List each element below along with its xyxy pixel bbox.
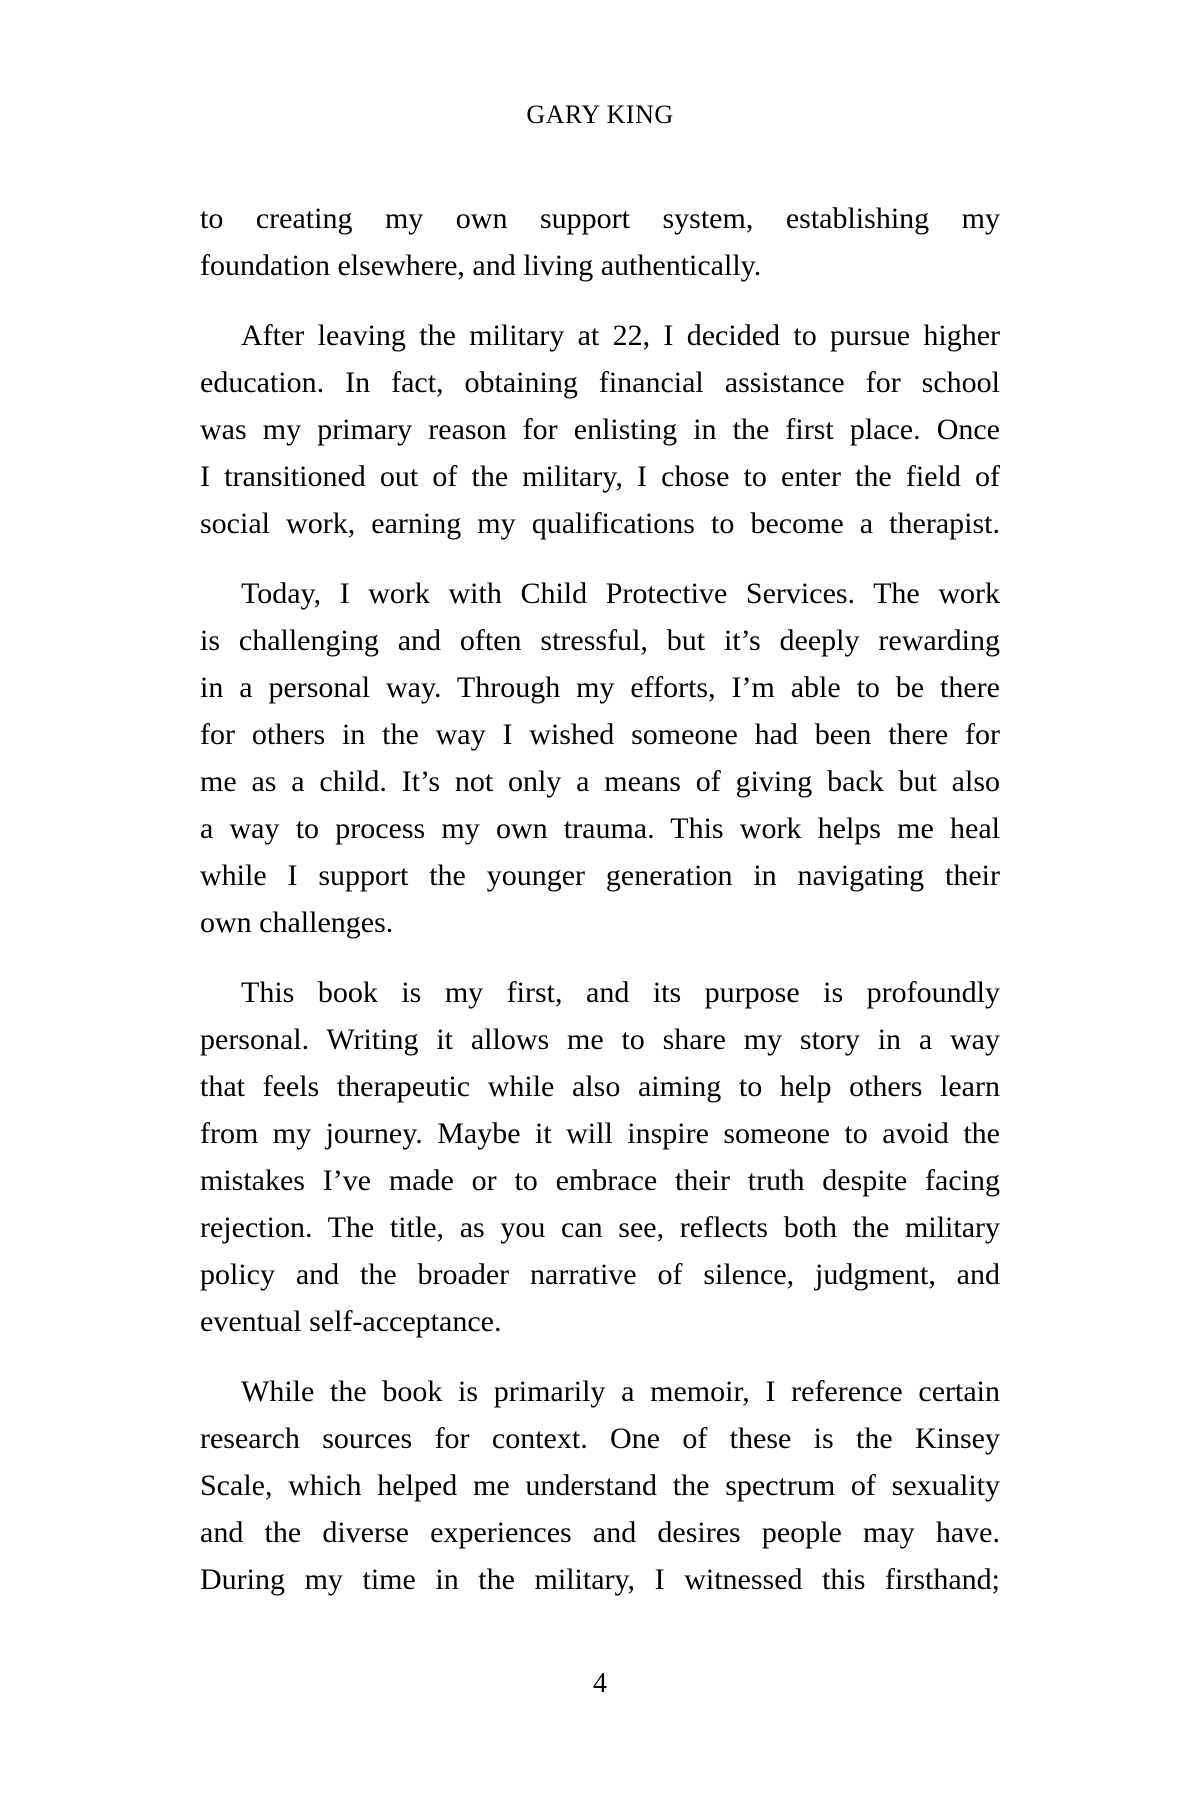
paragraph [200,570,1000,946]
text-line: This book is my first, and its purpose is profoundly [241,976,1000,1009]
text-line: was my primary reason for enlisting in the first place. Once [200,413,1000,446]
text-line: Scale, which helped me understand the spectrum of sexuality [200,1469,1000,1502]
paragraph [200,195,1000,289]
text-line: while I support the younger generation in navigating their [200,859,1000,892]
page-body [200,195,1000,1603]
text-line: policy and the broader narrative of silence, judgment, and [200,1258,1000,1291]
text-line: me as a child. It’s not only a means of giving back but also [200,765,1000,798]
text-line: eventual self-acceptance. [200,1305,502,1338]
text-line: While the book is primarily a memoir, I reference certain [241,1375,1000,1408]
text-line: foundation elsewhere, and living authentically. [200,249,762,282]
text-line: a way to process my own trauma. This work helps me heal [200,812,1000,845]
text-line: education. In fact, obtaining financial assistance for school [200,366,1000,399]
text-line: mistakes I’ve made or to embrace their truth despite facing [200,1164,1000,1197]
text-line: to creating my own support system, establishing my [200,202,1000,235]
paragraph [200,969,1000,1345]
text-line: in a personal way. Through my efforts, I’m able to be there [200,671,1000,704]
text-line: from my journey. Maybe it will inspire someone to avoid the [200,1117,1000,1150]
paragraph [200,1368,1000,1603]
text-line: and the diverse experiences and desires people may have. [200,1516,1000,1549]
text-line: After leaving the military at 22, I decided to pursue higher [241,319,1000,352]
paragraph [200,312,1000,547]
page-number: 4 [593,1668,607,1699]
text-line: social work, earning my qualifications to become a therapist. [200,507,1000,540]
text-line: that feels therapeutic while also aiming to help others learn [200,1070,1000,1103]
running-header: GARY KING [526,100,674,129]
text-line: personal. Writing it allows me to share my story in a way [200,1023,1000,1056]
text-line: During my time in the military, I witnessed this firsthand; [200,1563,1000,1596]
text-line: research sources for context. One of these is the Kinsey [200,1422,1000,1455]
text-line: for others in the way I wished someone had been there for [200,718,1000,751]
text-line: Today, I work with Child Protective Services. The work [241,577,1000,610]
text-line: own challenges. [200,906,394,939]
text-line: rejection. The title, as you can see, reflects both the military [200,1211,1000,1244]
text-line: I transitioned out of the military, I chose to enter the field of [200,460,1000,493]
text-line: is challenging and often stressful, but it’s deeply rewarding [200,624,1000,657]
